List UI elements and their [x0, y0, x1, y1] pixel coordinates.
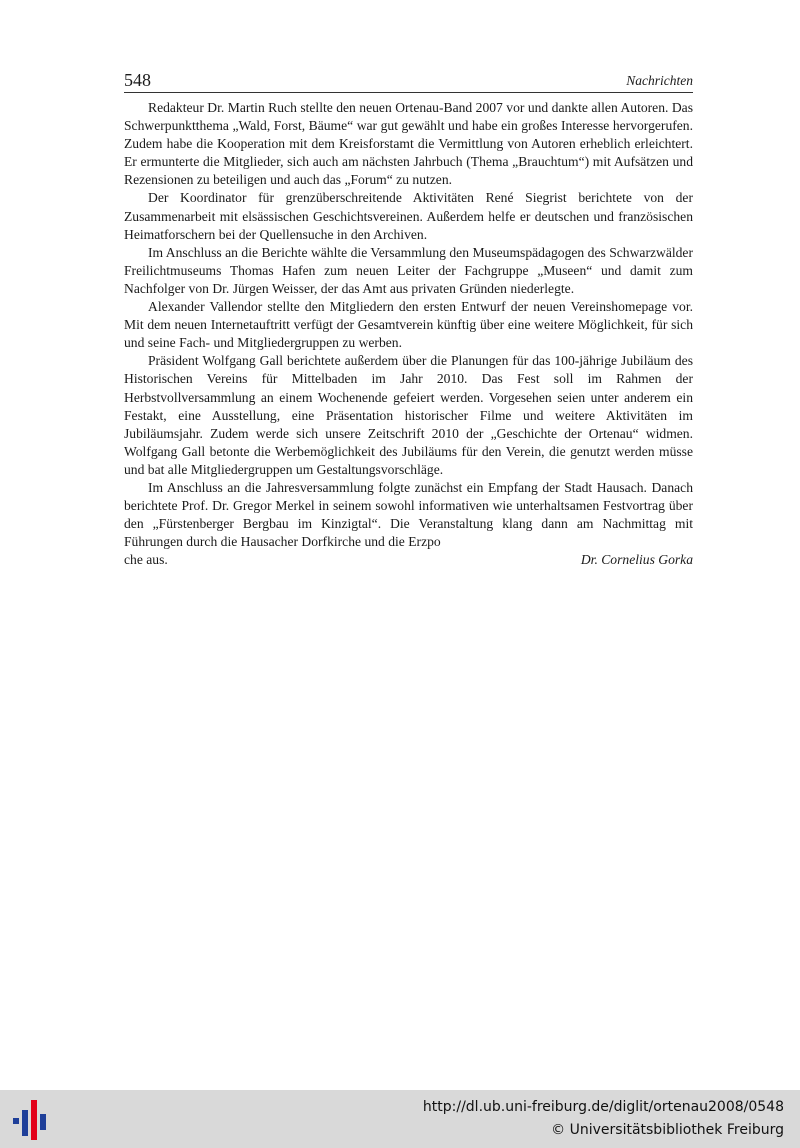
page-number: 548 — [124, 70, 151, 90]
page-header — [124, 70, 693, 94]
paragraph: Alexander Vallendor stellte den Mitgliedern den ersten Entwurf der neuen Vereinshomepage vor. Mit dem neuen Internetauftritt verfügt der Gesamtverein künftig über eine weitere Möglichkeit, für sich und seine Fach- und Mitgliedergruppen zu werben. — [124, 299, 693, 351]
paragraph-closing-text: che aus. — [124, 552, 168, 568]
document-url-link[interactable]: http://dl.ub.uni-freiburg.de/diglit/ortenau2008/0548 — [422, 1099, 784, 1115]
paragraph: Redakteur Dr. Martin Ruch stellte den neuen Ortenau-Band 2007 vor und dankte allen Autoren. Das Schwerpunktthema „Wald, Forst, Bäume“ war gut gewählt und habe ein großes Interesse hervorgerufen. Zudem habe die Kooperation mit dem Kreisforstamt die Vermittlung von Autoren erheblich erleichtert. Er ermunterte die Mitglieder, sich auch am nächsten Jahrbuch (Thema „Brauchtum“) mit Aufsätzen und Rezensionen zu beteiligen und auch das „Forum“ zu nutzen. — [124, 100, 693, 188]
article-body — [124, 99, 693, 569]
header-rule — [124, 92, 693, 93]
paragraph-final: Im Anschluss an die Jahresversammlung folgte zunächst ein Empfang der Stadt Hausach. Danach berichtete Prof. Dr. Gregor Merkel in seinem sowohl informativen wie unterhaltsamen Festvortrag über den „Fürstenberger Bergbau im Kinzigtal“. Die Veranstaltung klang dann am Nachmittag mit Führungen durch die Hausacher Dorfkirche und die Erzpo — [124, 479, 693, 550]
section-title: Nachrichten — [626, 73, 693, 88]
author-signature: Dr. Cornelius Gorka — [580, 552, 693, 568]
ub-freiburg-logo-icon — [12, 1098, 52, 1142]
paragraph: Der Koordinator für grenzüberschreitende Aktivitäten René Siegrist berichtete von der Zusammenarbeit mit elsässischen Geschichtsvereinen. Außerdem helfe er deutschen und französischen Heimatforschern bei der Quellensuche in den Archiven. — [124, 190, 693, 242]
closing-line — [124, 551, 693, 569]
paragraph: Im Anschluss an die Berichte wählte die Versammlung den Museumspädagogen des Schwarzwälder Freilichtmuseums Thomas Hafen zum neuen Leiter der Fachgruppe „Museen“ und damit zum Nachfolger von Dr. Jürgen Weisser, der das Amt aus privaten Gründen niederlegte. — [124, 244, 693, 296]
footer-bar — [0, 1090, 800, 1148]
paragraph: Präsident Wolfgang Gall berichtete außerdem über die Planungen für das 100-jährige Jubiläum des Historischen Vereins für Mittelbaden im Jahr 2010. Das Fest soll im Rahmen der Herbstvollversammlung an einem Wochenende gefeiert werden. Vorgesehen seien unter anderem ein Festakt, eine Ausstellung, eine Präsentation historischer Filme und weitere Aktivitäten im Jubiläumsjahr. Zudem werde sich unsere Zeitschrift 2010 der „Geschichte der Ortenau“ widmen. Wolfgang Gall betonte die Werbemöglichkeit des Jubiläums für den Verein, die genutzt werden müsse und bat alle Mitgliedergruppen um Gestaltungsvorschläge. — [124, 353, 693, 477]
copyright-text: © Universitätsbibliothek Freiburg — [551, 1122, 784, 1138]
